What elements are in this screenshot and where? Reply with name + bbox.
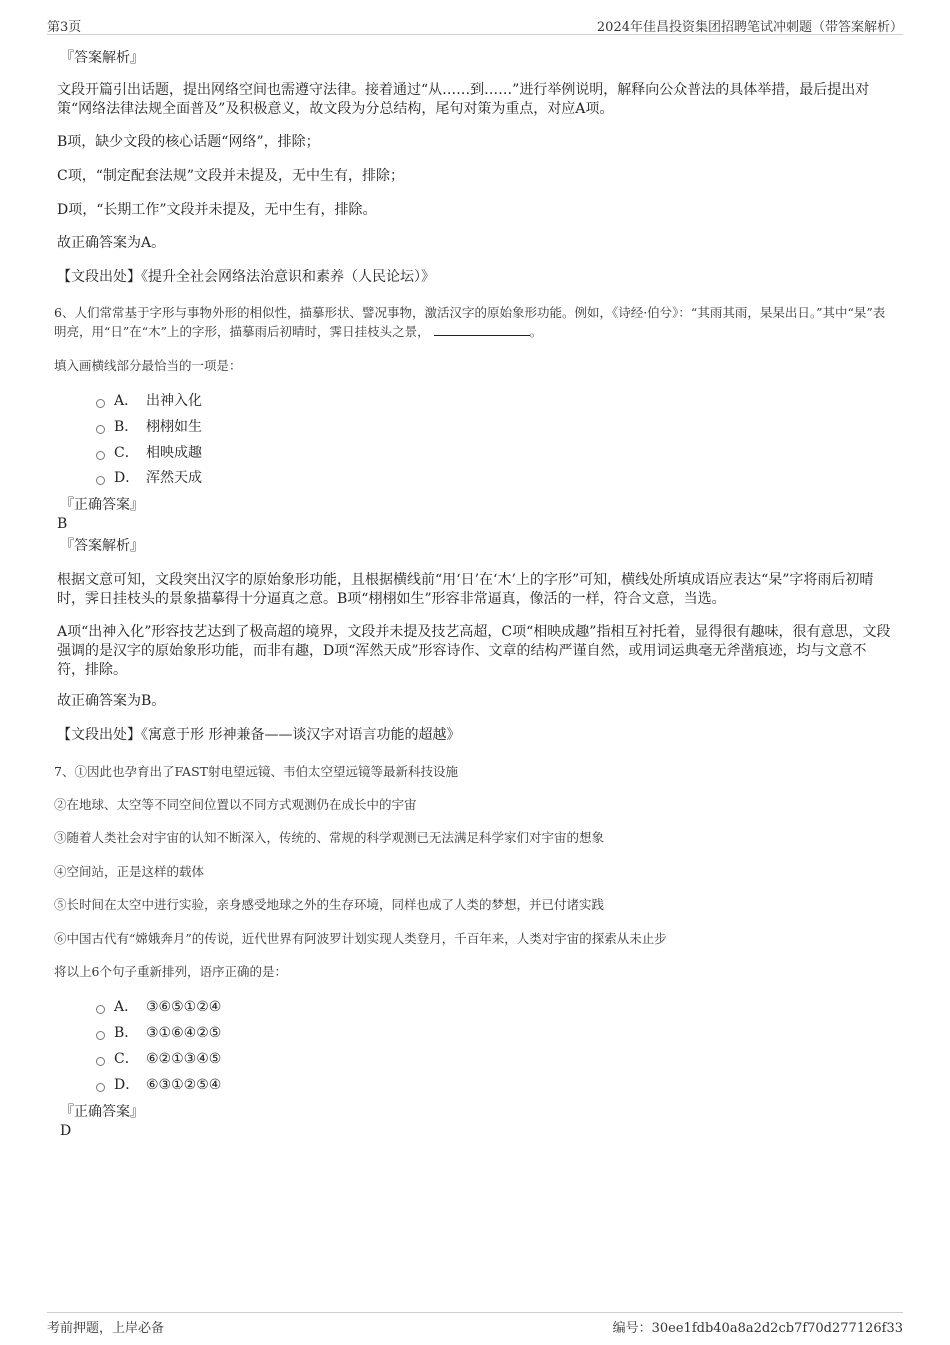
radio-icon[interactable] <box>96 399 105 408</box>
question-7-sentence-2: ②在地球、太空等不同空间位置以不同方式观测仍在成长中的宇宙 <box>54 797 417 812</box>
option-text: 浑然天成 <box>146 470 202 486</box>
analysis-conclusion: 故正确答案为A。 <box>57 235 166 251</box>
analysis-paragraph-2: A项“出神入化”形容技艺达到了极高超的境界，文段并未提及技艺高超，C项“相映成趣”指相互衬托着，显得很有趣味，很有意思，文段强调的是汉字的原始象形功能，而非有趣，D项“浑然天成”形容诗作、文章的结构严谨自然，或用词运典毫无斧凿痕迹，均与文意不符，排除。 <box>57 624 891 678</box>
option-letter: B． <box>114 1025 139 1041</box>
option-letter: C． <box>114 445 139 461</box>
page-footer <box>47 1312 903 1337</box>
option-text: 相映成趣 <box>146 445 202 461</box>
page-number: 第3页 <box>47 20 82 35</box>
option-letter: A． <box>114 999 139 1015</box>
analysis-tag: 『答案解析』 <box>60 50 144 66</box>
question-6-instruction: 填入画横线部分最恰当的一项是： <box>54 358 242 373</box>
question-7-sentence-4: ④空间站，正是这样的载体 <box>54 864 205 879</box>
radio-icon[interactable] <box>96 1057 105 1066</box>
analysis-tag: 『答案解析』 <box>60 538 144 554</box>
question-7-sentence-6: ⑥中国古代有“嫦娥奔月”的传说，近代世界有阿波罗计划实现人类登月，千百年来，人类对宇宙的探索从未止步 <box>54 931 667 946</box>
question-6-stem <box>54 303 894 341</box>
option-text: ⑥②①③④⑤ <box>146 1051 222 1067</box>
passage-source: 【文段出处】《寓意于形 形神兼备——谈汉字对语言功能的超越》 <box>57 727 461 743</box>
radio-icon[interactable] <box>96 1031 105 1040</box>
radio-icon[interactable] <box>96 476 105 485</box>
analysis-option-c: C项，“制定配套法规”文段并未提及，无中生有，排除； <box>57 168 405 184</box>
question-6-option-a[interactable] <box>96 391 202 411</box>
passage-source: 【文段出处】《提升全社会网络法治意识和素养（人民论坛）》 <box>57 269 435 285</box>
question-7-sentence-3: ③随着人类社会对宇宙的认知不断深入，传统的、常规的科学观测已无法满足科学家们对宇宙的想象 <box>54 830 605 845</box>
document-id: 编号：30ee1fdb40a8a2d2cb7f70d277126f33 <box>612 1321 903 1336</box>
option-letter: D． <box>114 470 140 486</box>
document-title: 2024年佳昌投资集团招聘笔试冲刺题（带答案解析） <box>596 20 903 35</box>
analysis-paragraph: 文段开篇引出话题，提出网络空间也需遵守法律。接着通过“从……到……”进行举例说明，解释向公众普法的具体举措，最后提出对策“网络法律法规全面普及”及积极意义，故文段为分总结构，尾句对策为重点，对应A项。 <box>57 82 870 117</box>
analysis-option-d: D项，“长期工作”文段并未提及，无中生有，排除。 <box>57 202 377 218</box>
question-6-stem-text: 6、人们常常基于字形与事物外形的相似性，描摹形状、譬况事物，激活汉字的原始象形功能。例如，《诗经·伯兮》：“其雨其雨，杲杲出日。”其中“杲”表明亮，用“日”在“木”上的字形，描摹雨后初晴时，霁日挂枝头之景， <box>54 305 886 339</box>
option-text: 出神入化 <box>146 393 202 409</box>
radio-icon[interactable] <box>96 1083 105 1092</box>
analysis-conclusion: 故正确答案为B。 <box>57 693 166 709</box>
option-letter: A． <box>114 393 139 409</box>
footer-slogan: 考前押题，上岸必备 <box>47 1321 165 1336</box>
option-text: ③⑥⑤①②④ <box>146 999 222 1015</box>
analysis-paragraph-1: 根据文意可知，文段突出汉字的原始象形功能，且根据横线前“用‘日’在‘木’上的字形”可知，横线处所填成语应表达“杲”字将雨后初晴时，霁日挂枝头的景象描摹得十分逼真之意。B项“栩栩如生”形容非常逼真，像活的一样，符合文意，当选。 <box>57 572 874 607</box>
question-6-option-b[interactable] <box>96 417 202 437</box>
correct-answer-tag: 『正确答案』 <box>60 497 144 513</box>
question-6-option-c[interactable] <box>96 443 202 463</box>
option-letter: C． <box>114 1051 139 1067</box>
page-header <box>47 14 903 35</box>
option-text: 栩栩如生 <box>146 419 202 435</box>
answer-blank <box>434 323 530 336</box>
question-7-option-a[interactable] <box>96 997 221 1017</box>
correct-answer: D <box>60 1123 72 1139</box>
correct-answer-tag: 『正确答案』 <box>60 1104 144 1120</box>
radio-icon[interactable] <box>96 451 105 460</box>
question-7-option-c[interactable] <box>96 1049 221 1069</box>
question-6-stem-end: 。 <box>529 324 543 339</box>
option-letter: B． <box>114 419 139 435</box>
question-7-instruction: 将以上6个句子重新排列，语序正确的是： <box>54 964 287 979</box>
option-text: ⑥③①②⑤④ <box>146 1077 222 1093</box>
question-7-option-d[interactable] <box>96 1075 221 1095</box>
question-7-sentence-1: 7、①因此也孕育出了FAST射电望远镜、韦伯太空望远镜等最新科技设施 <box>54 764 458 779</box>
question-7-sentence-5: ⑤长时间在太空中进行实验，亲身感受地球之外的生存环境，同样也成了人类的梦想，并已付诸实践 <box>54 897 605 912</box>
option-text: ③①⑥④②⑤ <box>146 1025 222 1041</box>
option-letter: D． <box>114 1077 140 1093</box>
analysis-option-b: B项，缺少文段的核心话题“网络”，排除； <box>57 134 320 150</box>
question-7-option-b[interactable] <box>96 1023 221 1043</box>
radio-icon[interactable] <box>96 1005 105 1014</box>
question-6-option-d[interactable] <box>96 468 202 488</box>
radio-icon[interactable] <box>96 425 105 434</box>
correct-answer: B <box>57 516 68 532</box>
